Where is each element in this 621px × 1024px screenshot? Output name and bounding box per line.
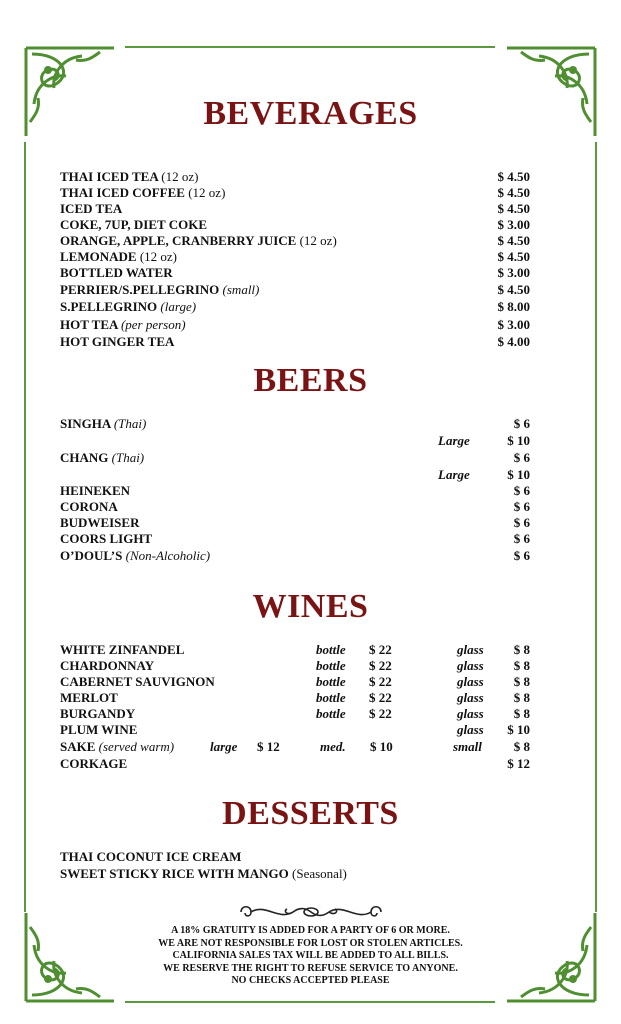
item-name: HEINEKEN	[60, 483, 131, 498]
item-note: (small)	[222, 282, 260, 297]
wine-item	[60, 706, 530, 722]
menu-item	[60, 201, 530, 217]
med-label: med.	[320, 739, 346, 754]
menu-item	[60, 299, 530, 315]
footer-notes	[0, 925, 621, 988]
item-note: (Thai)	[111, 450, 145, 465]
corkage-item	[60, 756, 530, 772]
note-line: WE ARE NOT RESPONSIBLE FOR LOST OR STOLEN ARTICLES.	[158, 937, 463, 949]
small-price: $ 8	[513, 739, 530, 754]
item-name: CORONA	[60, 499, 118, 514]
menu-item	[60, 548, 530, 564]
item-name: CORKAGE	[60, 756, 128, 771]
item-price: $ 6	[513, 416, 530, 431]
menu-item	[60, 483, 530, 499]
menu-item	[60, 317, 530, 333]
item-name: PLUM WINE	[60, 722, 138, 737]
med-price: $ 10	[370, 739, 393, 754]
large-label: large	[210, 739, 238, 754]
bottle-label: bottle	[316, 674, 346, 689]
item-name: THAI COCONUT ICE CREAM	[60, 849, 242, 864]
glass-price: $ 8	[513, 642, 530, 657]
note-line: A 18% GRATUITY IS ADDED FOR A PARTY OF 6 OR MORE.	[171, 925, 450, 936]
item-name: WHITE ZINFANDEL	[60, 642, 185, 657]
beers-title: BEERS	[253, 362, 368, 399]
glass-label: glass	[457, 690, 484, 705]
item-price: $ 3.00	[497, 317, 530, 332]
item-name: LEMONADE	[60, 249, 137, 264]
item-price: $ 4.00	[497, 334, 530, 349]
beverages-title: BEVERAGES	[203, 95, 418, 132]
bottle-label: bottle	[316, 642, 346, 657]
item-price: $ 3.00	[497, 265, 530, 280]
item-price: $ 6	[513, 499, 530, 514]
item-name: HOT TEA	[60, 317, 118, 332]
bottle-price: $ 22	[369, 642, 392, 657]
item-note: (Seasonal)	[292, 866, 347, 881]
note-line: WE RESERVE THE RIGHT TO REFUSE SERVICE TO ANYONE.	[163, 962, 458, 974]
item-note: (Thai)	[113, 416, 147, 431]
bottle-label: bottle	[316, 658, 346, 673]
item-name: HOT GINGER TEA	[60, 334, 175, 349]
item-note: (served warm)	[98, 739, 175, 754]
desserts-title: DESSERTS	[222, 795, 399, 832]
wine-item	[60, 674, 530, 690]
menu-item	[60, 515, 530, 531]
item-name: COKE, 7UP, DIET COKE	[60, 217, 208, 232]
item-note: (12 oz)	[188, 185, 226, 200]
menu-item	[60, 169, 530, 185]
item-price: $ 4.50	[497, 249, 530, 264]
menu-item	[60, 265, 530, 281]
item-note: (Non-Alcoholic)	[125, 548, 211, 563]
item-price: $ 4.50	[497, 282, 530, 297]
border-top	[125, 46, 495, 48]
menu-item	[60, 185, 530, 201]
item-name: SWEET STICKY RICE WITH MANGO	[60, 866, 289, 881]
scroll-divider-icon	[235, 901, 387, 923]
glass-label: glass	[457, 722, 484, 737]
item-price: $ 4.50	[497, 185, 530, 200]
glass-price: $ 10	[507, 722, 530, 737]
wine-item	[60, 690, 530, 706]
menu-item-size	[60, 467, 530, 483]
wines-title: WINES	[252, 588, 369, 625]
item-price: $ 12	[507, 756, 530, 771]
size-label: Large	[438, 433, 470, 448]
item-price: $ 4.50	[497, 169, 530, 184]
wine-item	[60, 658, 530, 674]
glass-price: $ 8	[513, 658, 530, 673]
bottle-price: $ 22	[369, 690, 392, 705]
item-note: (12 oz)	[139, 249, 177, 264]
menu-item	[60, 233, 530, 249]
item-note: (large)	[160, 299, 197, 314]
item-price: $ 4.50	[497, 201, 530, 216]
item-note: (12 oz)	[161, 169, 199, 184]
glass-price: $ 8	[513, 690, 530, 705]
item-price: $ 6	[513, 483, 530, 498]
border-bottom	[125, 1001, 495, 1003]
bottle-label: bottle	[316, 706, 346, 721]
menu-item	[60, 217, 530, 233]
item-name: O’DOUL’S	[60, 548, 123, 563]
glass-label: glass	[457, 674, 484, 689]
item-price: $ 10	[507, 433, 530, 448]
sake-item	[60, 739, 530, 755]
item-price: $ 3.00	[497, 217, 530, 232]
item-name: BUDWEISER	[60, 515, 140, 530]
item-name: ORANGE, APPLE, CRANBERRY JUICE	[60, 233, 297, 248]
menu-item	[60, 334, 530, 350]
item-price: $ 8.00	[497, 299, 530, 314]
bottle-label: bottle	[316, 690, 346, 705]
glass-label: glass	[457, 706, 484, 721]
wine-item	[60, 642, 530, 658]
note-line: NO CHECKS ACCEPTED PLEASE	[231, 975, 390, 987]
bottle-price: $ 22	[369, 706, 392, 721]
bottle-price: $ 22	[369, 674, 392, 689]
item-name: ICED TEA	[60, 201, 123, 216]
large-price: $ 12	[257, 739, 280, 754]
item-price: $ 6	[513, 531, 530, 546]
menu-item	[60, 531, 530, 547]
menu-item	[60, 866, 530, 882]
glass-label: glass	[457, 642, 484, 657]
item-note: (per person)	[120, 317, 186, 332]
size-label: Large	[438, 467, 470, 482]
item-name: BOTTLED WATER	[60, 265, 173, 280]
glass-price: $ 8	[513, 706, 530, 721]
item-name: CHARDONNAY	[60, 658, 155, 673]
item-name: MERLOT	[60, 690, 118, 705]
item-name: COORS LIGHT	[60, 531, 153, 546]
menu-item-size	[60, 433, 530, 449]
item-name: SAKE	[60, 739, 96, 754]
item-price: $ 6	[513, 515, 530, 530]
item-name: THAI ICED TEA	[60, 169, 159, 184]
note-line: CALIFORNIA SALES TAX WILL BE ADDED TO ALL BILLS.	[172, 950, 449, 962]
menu-item	[60, 282, 530, 298]
item-name: CHANG	[60, 450, 109, 465]
item-name: THAI ICED COFFEE	[60, 185, 185, 200]
wine-item	[60, 722, 530, 738]
menu-item	[60, 249, 530, 265]
glass-price: $ 8	[513, 674, 530, 689]
item-name: BURGANDY	[60, 706, 136, 721]
glass-label: glass	[457, 658, 484, 673]
item-name: PERRIER/S.PELLEGRINO	[60, 282, 220, 297]
item-price: $ 6	[513, 548, 530, 563]
item-note: (12 oz)	[299, 233, 337, 248]
menu-item	[60, 499, 530, 515]
menu-item	[60, 450, 530, 466]
item-price: $ 4.50	[497, 233, 530, 248]
small-label: small	[453, 739, 482, 754]
item-name: SINGHA	[60, 416, 111, 431]
menu-item	[60, 416, 530, 432]
item-name: S.PELLEGRINO	[60, 299, 158, 314]
item-price: $ 10	[507, 467, 530, 482]
bottle-price: $ 22	[369, 658, 392, 673]
menu-item	[60, 849, 530, 865]
item-price: $ 6	[513, 450, 530, 465]
item-name: CABERNET SAUVIGNON	[60, 674, 215, 689]
